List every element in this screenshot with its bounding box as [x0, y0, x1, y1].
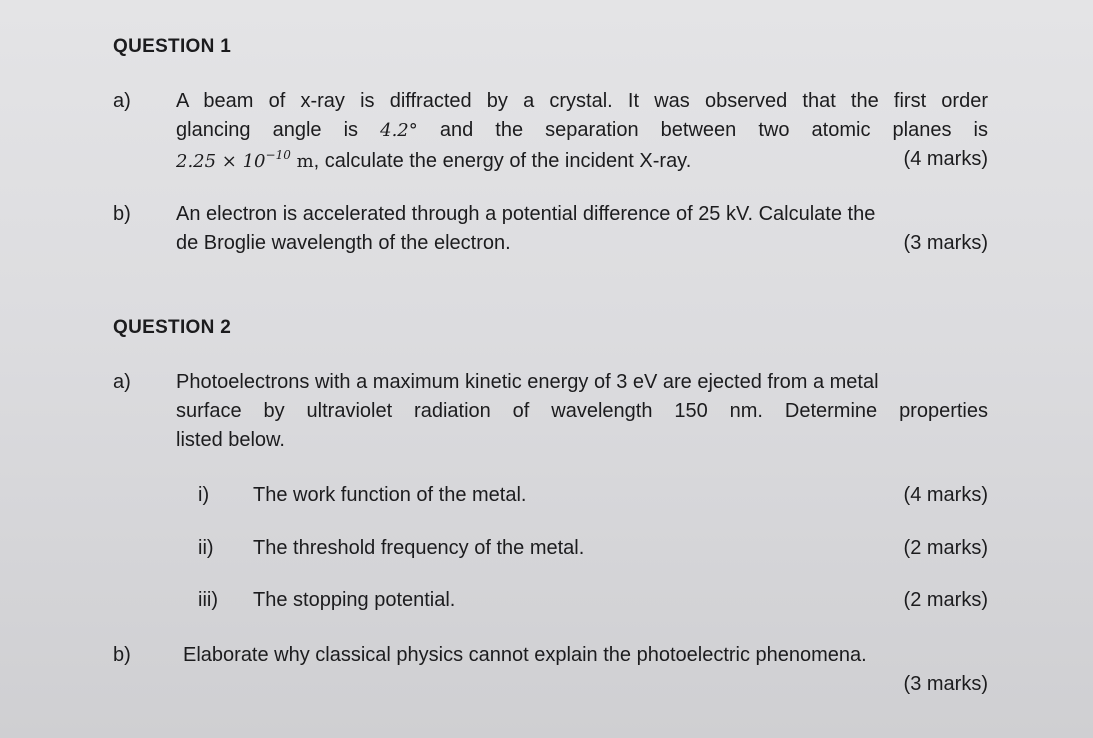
q2a-label: a): [113, 371, 131, 393]
q1a-line-2-post: and the separation between two atomic planes is: [439, 119, 988, 141]
q2a-item-label: iii): [198, 589, 218, 611]
q1a-marks: (4 marks): [903, 148, 988, 170]
question-2-heading: QUESTION 2: [113, 317, 232, 338]
q2a-item-text: The work function of the metal.: [253, 484, 527, 506]
q1b-marks: (3 marks): [903, 232, 988, 254]
glancing-angle-value: 4.2°: [380, 120, 418, 141]
q2a-item-marks: (4 marks): [903, 484, 988, 506]
q2a-line-1: Photoelectrons with a maximum kinetic energy of 3 eV are ejected from a metal: [176, 371, 879, 393]
q2b-marks: (3 marks): [903, 673, 988, 695]
q1a-line-3: [176, 148, 691, 173]
q2a-item-marks: (2 marks): [903, 537, 988, 559]
q2a-line-3: listed below.: [176, 429, 285, 451]
question-1-heading: QUESTION 1: [113, 36, 232, 57]
q1a-line-1: A beam of x-ray is diffracted by a crystal. It was observed that the first order: [176, 90, 988, 112]
q2b-label: b): [113, 644, 131, 666]
q2a-line-2: surface by ultraviolet radiation of wavelength 150 nm. Determine properties: [176, 400, 988, 422]
q2a-item-text: The stopping potential.: [253, 589, 456, 611]
q1b-label: b): [113, 203, 131, 225]
q2b-line-1: Elaborate why classical physics cannot explain the photoelectric phenomena.: [183, 644, 867, 666]
q2a-item-label: ii): [198, 537, 214, 559]
q1a-label: a): [113, 90, 131, 112]
q2a-item-label: i): [198, 484, 210, 506]
plane-separation-unit: m: [290, 151, 314, 172]
q2a-item-text: The threshold frequency of the metal.: [253, 537, 585, 559]
q1b-line-1: An electron is accelerated through a potential difference of 25 kV. Calculate the: [176, 203, 876, 225]
plane-separation-exponent: −10: [265, 148, 291, 162]
q1a-line-2: [176, 119, 988, 142]
q1a-line-3-post: , calculate the energy of the incident X-ray.: [313, 150, 692, 172]
q1b-line-2: de Broglie wavelength of the electron.: [176, 232, 511, 254]
q2a-item-marks: (2 marks): [903, 589, 988, 611]
plane-separation-mantissa: 2.25 × 10: [176, 151, 266, 172]
q1a-line-2-pre: glancing angle is: [176, 119, 359, 141]
